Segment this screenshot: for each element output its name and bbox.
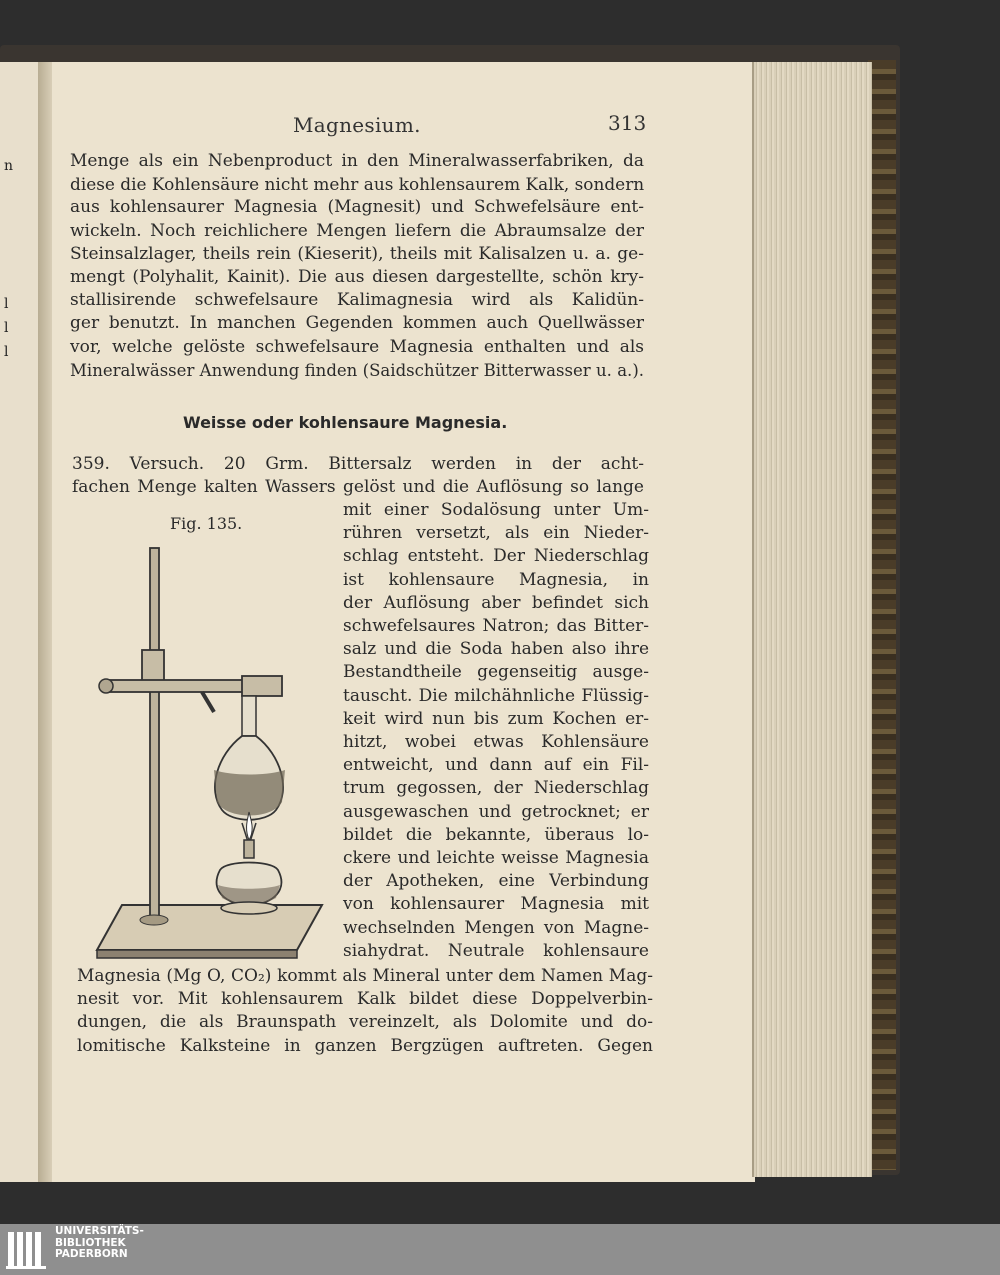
left-page-mark: l [4,296,9,312]
figure-caption: Fig. 135. [170,514,243,533]
text-line: bildet die bekannte, überaus lo- [343,824,649,845]
library-name-line: UNIVERSITÄTS- [55,1225,144,1237]
text-line: salz und die Soda haben also ihre [343,639,650,660]
text-line: Menge als ein Nebenproduct in den Mineralwasserfabriken, da [70,151,644,171]
text-line: dungen, die als Braunspath vereinzelt, als Dolomite und do- [77,1012,653,1033]
text-line: wickeln. Noch reichlichere Mengen liefern die Abraumsalze der [70,220,644,241]
library-name [55,1226,144,1261]
text-line: von kohlensaurer Magnesia mit [343,894,649,915]
text-line: hitzt, wobei etwas Kohlensäure [343,732,649,752]
text-line: Mineralwässer Anwendung finden (Saidschützer Bitterwasser u. a.). [70,360,645,380]
library-name-line: BIBLIOTHEK [55,1236,126,1249]
text-line: der Apotheken, eine Verbindung [343,871,650,892]
text-line: siahydrat. Neutrale kohlensaure [343,940,649,961]
left-page-mark: l [4,320,9,336]
page-edges [752,62,872,1177]
text-line: ckere und leichte weisse Magnesia [343,848,649,868]
page-number: 313 [608,111,647,135]
left-page-edge [0,62,42,1182]
text-line: ausgewaschen und getrocknet; er [343,801,649,822]
library-name-line: PADERBORN [55,1248,128,1260]
text-line: schlag entsteht. Der Niederschlag [343,546,649,567]
text-line: Bestandtheile gegenseitig ausge- [343,662,649,683]
section-heading: Weisse oder kohlensaure Magnesia. [183,413,508,432]
text-line: mit einer Sodalösung unter Um- [343,500,649,520]
text-line: entweicht, und dann auf ein Fil- [343,755,649,776]
running-header: Magnesium. [293,113,421,137]
text-line: lomitische Kalksteine in ganzen Bergzügen auftreten. Gegen [77,1035,653,1056]
lab-stand-illustration [92,540,332,960]
text-line: nesit vor. Mit kohlensaurem Kalk bildet diese Doppelverbin- [77,989,654,1010]
text-line: ist kohlensaure Magnesia, in [343,569,649,590]
text-line: ger benutzt. In manchen Gegenden kommen auch Quellwässer [70,313,645,334]
library-logo-icon [6,1228,50,1270]
text-line: Steinsalzlager, theils rein (Kieserit), theils mit Kalisalzen u. a. ge- [70,243,644,264]
left-page-mark: l [4,344,9,360]
text-line: 359. Versuch. 20 Grm. Bittersalz werden in der acht- [72,454,644,474]
text-line: aus kohlensaurer Magnesia (Magnesit) und Schwefelsäure ent- [70,197,645,218]
text-line: diese die Kohlensäure nicht mehr aus kohlensaurem Kalk, sondern [70,174,645,195]
text-line: wechselnden Mengen von Magne- [343,917,649,938]
text-line: stallisirende schwefelsaure Kalimagnesia wird als Kalidün- [70,290,644,311]
text-line: trum gegossen, der Niederschlag [343,778,649,799]
text-line: Magnesia (Mg O, CO₂) kommt als Mineral unter dem Namen Mag- [77,966,653,986]
text-line: keit wird nun bis zum Kochen er- [343,708,650,729]
text-line: mengt (Polyhalit, Kainit). Die aus diesen dargestellte, schön kry- [70,267,644,287]
text-line: der Auflösung aber befindet sich [343,592,649,613]
footer-bar [0,1224,1000,1275]
text-line: vor, welche gelöste schwefelsaure Magnesia enthalten und als [70,336,645,357]
text-line: tauscht. Die milchähnliche Flüssig- [343,685,650,706]
text-line: fachen Menge kalten Wassers gelöst und die Auflösung so lange [72,477,644,498]
text-line: schwefelsaures Natron; das Bitter- [343,616,650,636]
book-spine [868,60,896,1170]
text-line: rühren versetzt, als ein Nieder- [343,523,649,544]
left-page-mark: n [4,158,14,174]
